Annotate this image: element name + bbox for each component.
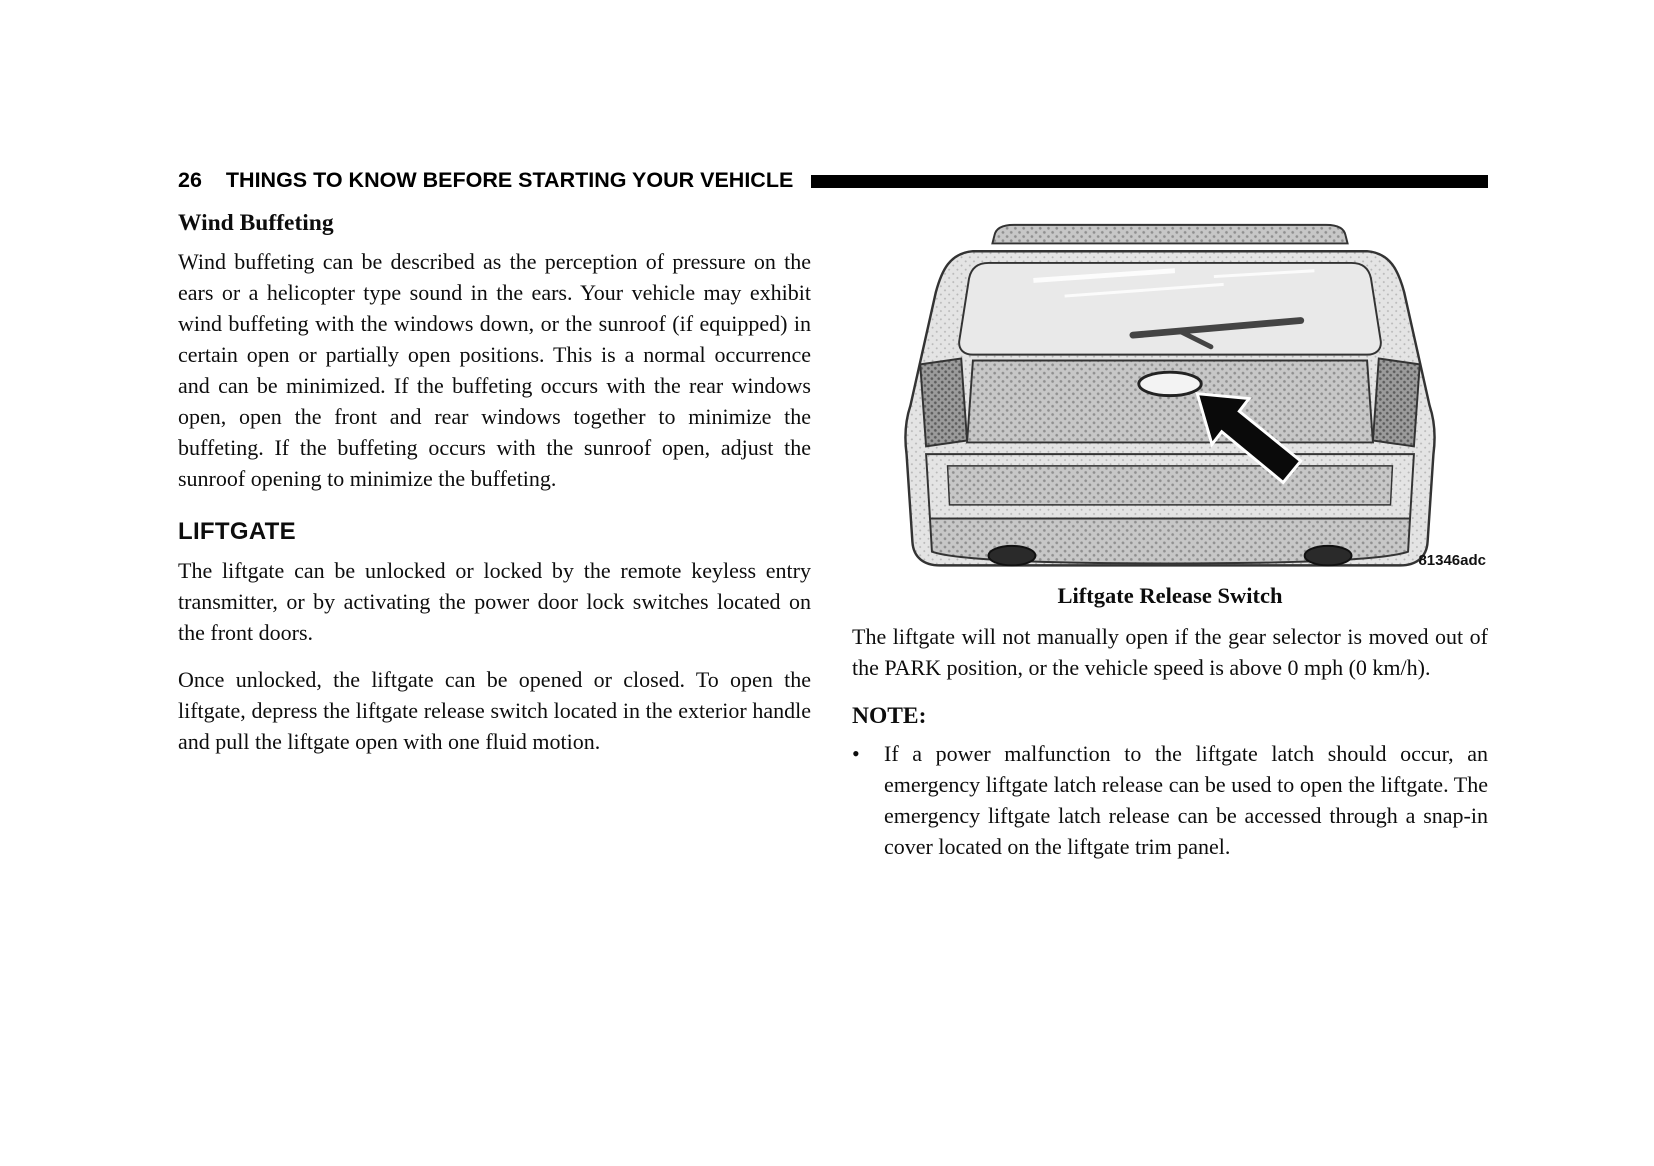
liftgate-figure bbox=[852, 220, 1488, 609]
bullet-marker: • bbox=[852, 741, 860, 766]
figure-caption: Liftgate Release Switch bbox=[1057, 583, 1283, 608]
liftgate-paragraph-1: The liftgate can be unlocked or locked by the remote keyless entry transmitter, or by activating the power door lock switches located on the front doors. bbox=[178, 558, 811, 645]
liftgate-rear-view-illustration bbox=[887, 220, 1453, 581]
note-bullet-text: If a power malfunction to the liftgate latch should occur, an emergency liftgate latch release can be used to open the liftgate. The emergency liftgate latch release can be accessed through a snap-in cover located on the liftgate trim panel. bbox=[884, 741, 1488, 859]
heading-liftgate: LIFTGATE bbox=[178, 518, 296, 545]
taillight-right bbox=[1373, 359, 1420, 447]
left-column bbox=[178, 210, 811, 757]
bumper-recess bbox=[948, 466, 1393, 505]
wind-buffeting-paragraph: Wind buffeting can be described as the perception of pressure on the ears or a helicopter type sound in the ears. Your vehicle may exhibit wind buffeting with the windows down, or the sunroof (if equipped) in certain open or partially open positions. This is a normal occurrence and can be minimized. If the buffeting occurs with the rear windows open, open the front and rear windows together to minimize the buffeting. If the buffeting occurs with the sunroof open, adjust the sunroof opening to minimize the buffeting. bbox=[178, 249, 811, 491]
page-number: 26 bbox=[178, 168, 202, 192]
heading-wind-buffeting: Wind Buffeting bbox=[178, 210, 334, 236]
liftgate-handle bbox=[1139, 372, 1201, 395]
page-header bbox=[178, 168, 1488, 193]
exhaust-tip-left bbox=[989, 546, 1036, 566]
header-rule-bar bbox=[811, 175, 1488, 188]
figure-code: 81346adc bbox=[1418, 552, 1486, 569]
exhaust-tip-right bbox=[1305, 546, 1352, 566]
liftgate-paragraph-2: Once unlocked, the liftgate can be opened or closed. To open the liftgate, depress the liftgate release switch located in the exterior handle and pull the liftgate open with one fluid motion. bbox=[178, 667, 811, 754]
rear-window bbox=[959, 263, 1381, 355]
right-column bbox=[852, 220, 1488, 862]
note-heading: NOTE: bbox=[852, 703, 927, 729]
liftgate-park-paragraph: The liftgate will not manually open if the gear selector is moved out of the PARK position, or the vehicle speed is above 0 mph (0 km/h). bbox=[852, 624, 1488, 680]
taillight-left bbox=[920, 359, 967, 447]
roof-spoiler bbox=[992, 225, 1347, 244]
header-title: THINGS TO KNOW BEFORE STARTING YOUR VEHICLE bbox=[225, 168, 794, 192]
note-bullet-item bbox=[852, 738, 1488, 862]
